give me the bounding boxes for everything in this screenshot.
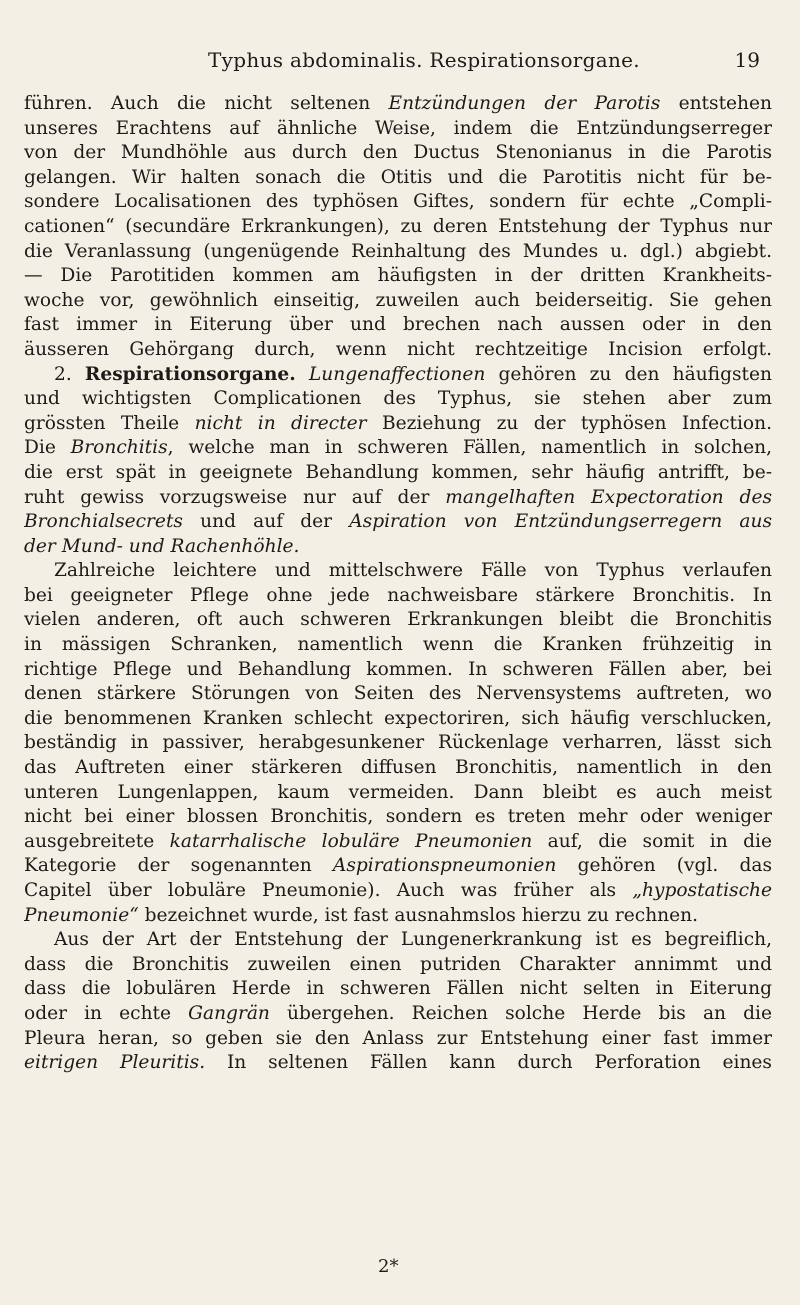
running-header [80,48,768,78]
text-line: äusseren Gehörgang durch, wenn nicht rechtzeitige Incision erfolgt. [24,338,772,360]
page-number: 19 [734,48,760,72]
text-line: denen stärkere Störungen von Seiten des Nervensystems auftreten, wo [24,683,772,705]
text-line: eitrigen Pleuritis. In seltenen Fällen kann durch Perforation eines [24,1052,772,1074]
text-line: Zahlreiche leichtere und mittelschwere Fälle von Typhus verlaufen [54,560,772,582]
text-line: beständig in passiver, herabgesunkener Rückenlage verharren, lässt sich [24,732,772,754]
text-line: 2. Respirationsorgane. Lungenaffectionen gehören zu den häufigsten [54,363,772,385]
text-line: vielen anderen, oft auch schweren Erkrankungen bleibt die Bronchitis [24,609,772,631]
text-line: ausgebreitete katarrhalische lobuläre Pneumonien auf, die somit in die [24,830,772,852]
text-line: in mässigen Schranken, namentlich wenn die Kranken frühzeitig in [24,634,772,656]
text-line: von der Mundhöhle aus durch den Ductus Stenonianus in die Parotis [24,142,772,164]
text-line: ruht gewiss vorzugsweise nur auf der mangelhaften Expectoration des [24,486,772,508]
text-line: Pleura heran, so geben sie den Anlass zur Entstehung einer fast immer [24,1027,772,1049]
text-line: der Mund- und Rachenhöhle. [24,535,300,557]
text-line: grössten Theile nicht in directer Beziehung zu der typhösen Infection. [24,412,772,434]
text-line: — Die Parotitiden kommen am häufigsten in der dritten Krankheits- [24,265,772,287]
body-text [24,92,772,1076]
text-line: dass die Bronchitis zuweilen einen putriden Charakter annimmt und [24,953,772,975]
text-line: fast immer in Eiterung über und brechen nach aussen oder in den [24,314,772,336]
text-line: Kategorie der sogenannten Aspirationspneumonien gehören (vgl. das [24,855,772,877]
text-line: Bronchialsecrets und auf der Aspiration von Entzündungserregern aus [24,511,772,533]
text-line: gelangen. Wir halten sonach die Otitis und die Parotitis nicht für be- [24,166,772,188]
text-line: die Veranlassung (ungenügende Reinhaltung des Mundes u. dgl.) abgiebt. [24,240,772,262]
text-line: die erst spät in geeignete Behandlung kommen, sehr häufig antrifft, be- [24,461,772,483]
header-title: Typhus abdominalis. Respirationsorgane. [208,48,640,72]
signature-mark: 2* [378,1256,399,1277]
text-line: Pneumonie“ bezeichnet wurde, ist fast ausnahmslos hierzu zu rechnen. [24,904,699,926]
text-line: richtige Pflege und Behandlung kommen. In schweren Fällen aber, bei [24,658,772,680]
text-line: cationen“ (secundäre Erkrankungen), zu deren Entstehung der Typhus nur [24,215,772,237]
text-line: und wichtigsten Complicationen des Typhus, sie stehen aber zum [24,388,772,410]
text-line: die benommenen Kranken schlecht expectoriren, sich häufig verschlucken, [24,707,772,729]
text-line: Aus der Art der Entstehung der Lungenerkrankung ist es begreiflich, [54,929,772,951]
text-line: unteren Lungenlappen, kaum vermeiden. Dann bleibt es auch meist [24,781,772,803]
text-line: bei geeigneter Pflege ohne jede nachweisbare stärkere Bronchitis. In [24,584,772,606]
text-line: Capitel über lobuläre Pneumonie). Auch was früher als „hypostatische [24,880,772,901]
text-line: das Auftreten einer stärkeren diffusen Bronchitis, namentlich in den [24,757,772,779]
text-line: unseres Erachtens auf ähnliche Weise, indem die Entzündungserreger [24,117,772,139]
text-line: dass die lobulären Herde in schweren Fällen nicht selten in Eiterung [24,978,772,1000]
text-line: oder in echte Gangrän übergehen. Reichen solche Herde bis an die [24,1002,772,1024]
text-line: sondere Localisationen des typhösen Giftes, sondern für echte „Compli- [24,191,772,213]
text-line: führen. Auch die nicht seltenen Entzündungen der Parotis entstehen [24,93,772,114]
text-line: Die Bronchitis, welche man in schweren Fällen, namentlich in solchen, [24,437,772,459]
text-line: nicht bei einer blossen Bronchitis, sondern es treten mehr oder weniger [24,806,772,828]
text-line: woche vor, gewöhnlich einseitig, zuweilen auch beiderseitig. Sie gehen [24,289,772,311]
